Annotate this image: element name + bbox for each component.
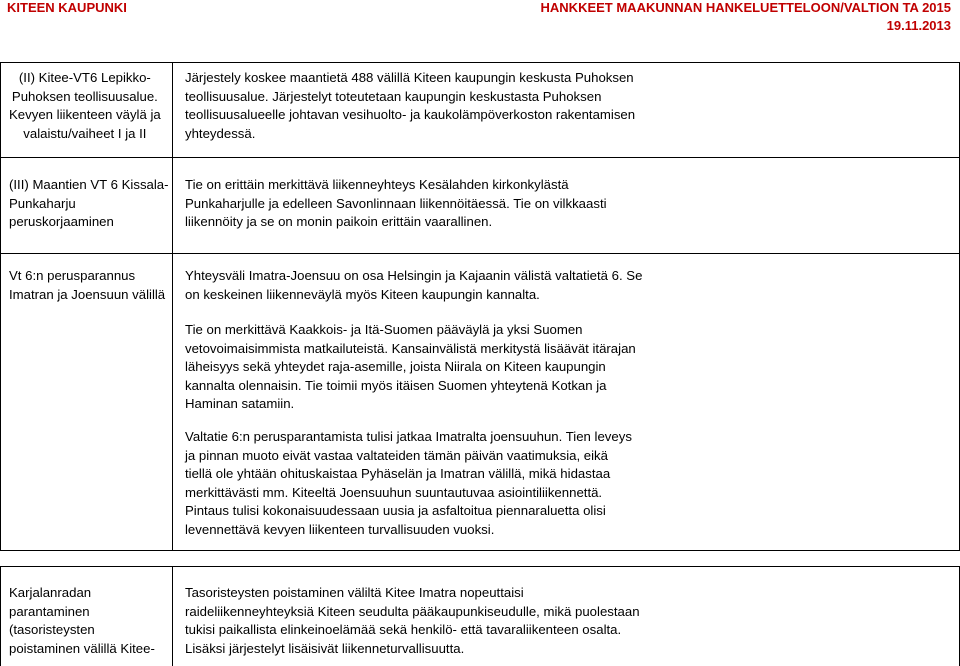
description-paragraph: Tie on merkittävä Kaakkois- ja Itä-Suomen pääväylä ja yksi Suomen vetovoimaisimmista matkailuteistä. Kansainvälistä merkitystä lisäävät itärajan läheisyys sekä yhteydet raja-asemille, joista Niirala on Kiteen kaupungin kannalta olennaisin. Tie toimii myös itäisen Suomen yhteytenä Kotkan ja Haminan satamiin.	[185, 322, 636, 411]
table-row	[0, 253, 960, 551]
project-name-cell	[0, 254, 173, 550]
project-name: (II) Kitee-VT6 Lepikko- Puhoksen teollisuusalue. Kevyen liikenteen väylä ja valaistu/vaiheet I ja II	[9, 70, 161, 141]
project-name: Vt 6:n perusparannus Imatran ja Joensuun välillä	[9, 268, 166, 302]
description-paragraph: Tasoristeysten poistaminen väliltä Kitee Imatra nopeuttaisi raideliikenneyhteyksiä Kiteen seudulta pääkaupunkiseudulle, mikä puolestaan tukisi paikallista elinkeinoelämää sekä henkilö- että tavaraliikenteen osalta. Lisäksi järjestelyt lisäisivät liikenneturvallisuutta.	[185, 585, 640, 656]
project-name: Karjalanradan parantaminen (tasoristeysten poistaminen välillä Kitee-	[9, 585, 155, 656]
table-row	[0, 157, 960, 254]
table-row	[0, 62, 960, 158]
project-name: (III) Maantien VT 6 Kissala- Punkaharju peruskorjaaminen	[9, 177, 169, 229]
project-name-cell	[0, 158, 173, 253]
description-paragraph: Valtatie 6:n perusparantamista tulisi jatkaa Imatralta joensuuhun. Tien leveys ja pinnan muoto eivät vastaa valtateiden tämän päivän vaatimuksia, eikä tiellä ole yhtään ohituskaistaa Pyhäselän ja Imatran välillä, mikä hidastaa merkittävästi mm. Kiteeltä Joensuuhun suuntautuvaa asiointiliikennettä. Pintaus tulisi kokonaisuudessaan uusia ja asfaltoitua piennaraluetta olisi levennettävä kevyen liikenteen turvallisuuden vuoksi.	[185, 429, 632, 537]
document-title: HANKKEET MAAKUNNAN HANKELUETTELOON/VALTION TA 2015	[540, 0, 951, 15]
description-paragraph: Yhteysväli Imatra-Joensuu on osa Helsingin ja Kajaanin välistä valtatietä 6. Se on keskeinen liikenneväylä myös Kiteen kaupungin kannalta.	[185, 268, 643, 302]
project-description-cell	[172, 158, 960, 253]
project-description-cell	[172, 63, 960, 157]
document-date: 19.11.2013	[886, 18, 951, 33]
page-header	[0, 0, 960, 33]
project-description-cell	[172, 567, 960, 666]
description-paragraph: Tie on erittäin merkittävä liikenneyhteys Kesälahden kirkonkylästä Punkaharjulle ja edelleen Savonlinnaan liikennöitäessä. Tie on vilkkaasti liikennöity ja se on monin paikoin erittäin vaarallinen.	[185, 177, 607, 229]
description-paragraph: Järjestely koskee maantietä 488 välillä Kiteen kaupungin keskusta Puhoksen teollisuusalue. Järjestelyt toteutetaan kaupungin keskustasta Puhoksen teollisuusalueelle johtavan vesihuolto- ja kaukolämpöverkoston rakentamisen yhteydessä.	[185, 70, 636, 141]
organization-name: KITEEN KAUPUNKI	[7, 0, 127, 15]
project-name-cell	[0, 63, 173, 157]
project-description-cell	[172, 254, 960, 550]
project-name-cell	[0, 567, 173, 666]
table-row	[0, 566, 960, 666]
